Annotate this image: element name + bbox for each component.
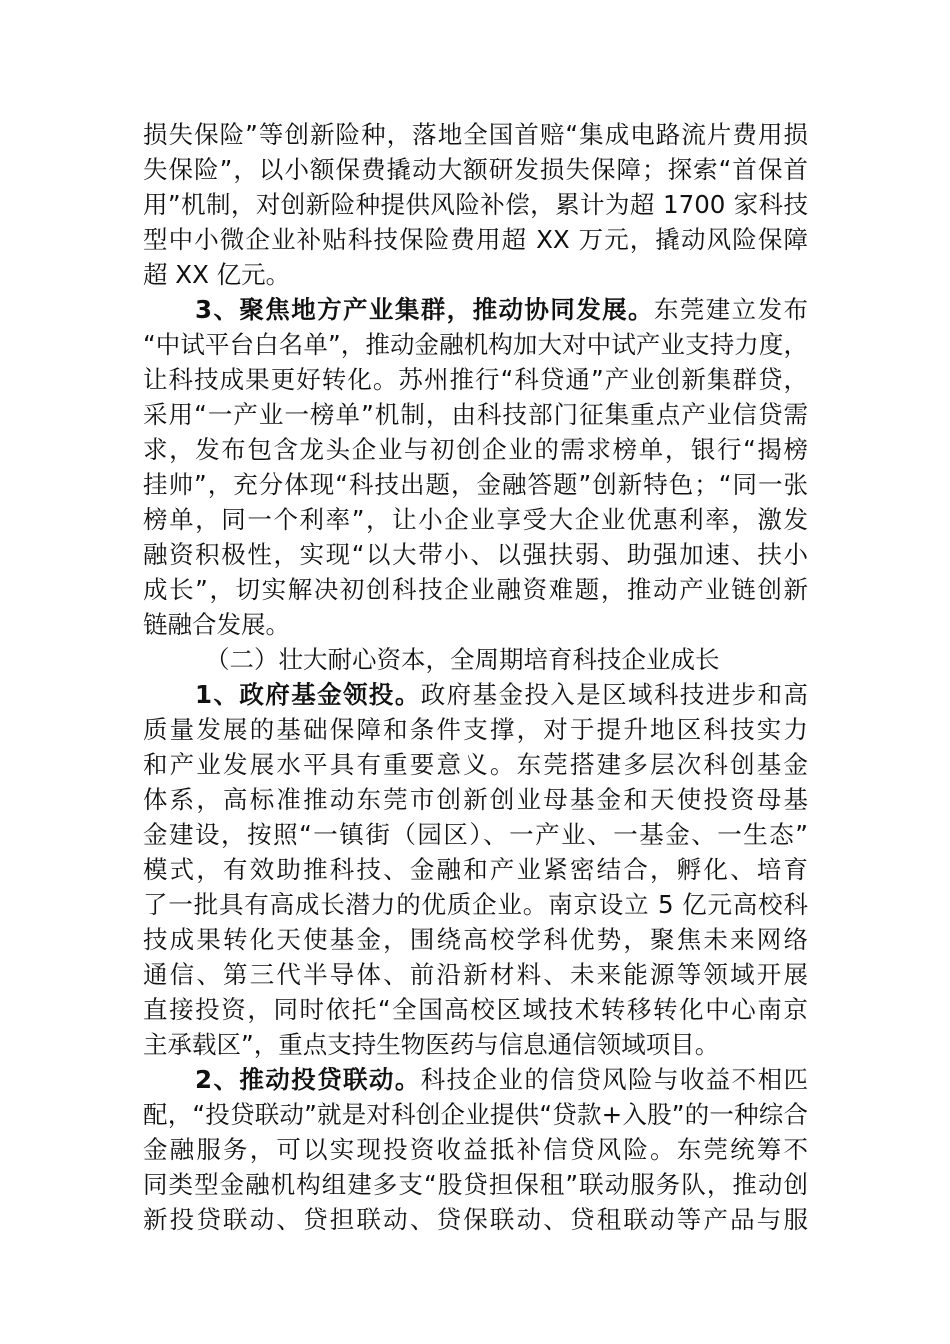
text-line — [143, 1097, 808, 1132]
text-line — [143, 607, 808, 642]
text-line — [143, 537, 808, 572]
line-text: 失保险”，以小额保费撬动大额研发损失保障；探索“首保首 — [143, 155, 808, 184]
text-line — [143, 677, 808, 712]
text-line — [143, 187, 808, 222]
text-line — [143, 852, 808, 887]
line-text: 挂帅”，充分体现“科技出题，金融答题”创新特色；“同一张 — [143, 470, 808, 499]
line-text: 主承载区”，重点支持生物医药与信息通信领域项目。 — [143, 1030, 720, 1059]
text-line — [143, 467, 808, 502]
line-text: 金融服务，可以实现投资收益抵补信贷风险。东莞统筹不 — [143, 1135, 808, 1164]
line-text: 东莞建立发布 — [653, 295, 809, 324]
text-line — [143, 1132, 808, 1167]
line-text: 让科技成果更好转化。苏州推行“科贷通”产业创新集群贷， — [143, 365, 808, 394]
text-line — [143, 782, 808, 817]
text-line — [143, 1062, 808, 1097]
text-line — [143, 432, 808, 467]
text-line — [143, 572, 808, 607]
line-text: 了一批具有高成长潜力的优质企业。南京设立 5 亿元高校科 — [143, 890, 808, 919]
line-text: 体系，高标准推动东莞市创新创业母基金和天使投资母基 — [143, 785, 808, 814]
text-line — [143, 397, 808, 432]
line-text: 成长”，切实解决初创科技企业融资难题，推动产业链创新 — [143, 575, 808, 604]
paragraph-title: 3、聚焦地方产业集群，推动协同发展。 — [195, 295, 654, 324]
line-text: 用”机制，对创新险种提供风险补偿，累计为超 1700 家科技 — [143, 190, 808, 219]
text-line — [143, 957, 808, 992]
line-text: “中试平台白名单”，推动金融机构加大对中试产业支持力度， — [143, 330, 808, 359]
line-text: 同类型金融机构组建多支“股贷担保租”联动服务队，推动创 — [143, 1170, 808, 1199]
paragraph-title: 1、政府基金领投。 — [195, 680, 421, 709]
line-text: 通信、第三代半导体、前沿新材料、未来能源等领域开展 — [143, 960, 808, 989]
line-text: 质量发展的基础保障和条件支撑，对于提升地区科技实力 — [143, 715, 808, 744]
line-text: 和产业发展水平具有重要意义。东莞搭建多层次科创基金 — [143, 750, 808, 779]
line-text: （二）壮大耐心资本，全周期培育科技企业成长 — [205, 645, 720, 674]
text-line — [143, 152, 808, 187]
section-heading — [143, 642, 808, 677]
line-text: 配，“投贷联动”就是对科创企业提供“贷款+入股”的一种综合 — [143, 1100, 808, 1129]
text-line — [143, 817, 808, 852]
text-line — [143, 1167, 808, 1202]
line-text: 损失保险”等创新险种，落地全国首赔“集成电路流片费用损 — [143, 120, 808, 149]
text-line — [143, 117, 808, 152]
text-line — [143, 362, 808, 397]
text-line — [143, 992, 808, 1027]
text-line — [143, 222, 808, 257]
line-text: 融资积极性，实现“以大带小、以强扶弱、助强加速、扶小 — [143, 540, 808, 569]
text-line — [143, 922, 808, 957]
line-text: 新投贷联动、贷担联动、贷保联动、贷租联动等产品与服 — [143, 1205, 808, 1234]
line-text: 采用“一产业一榜单”机制，由科技部门征集重点产业信贷需 — [143, 400, 808, 429]
line-text: 型中小微企业补贴科技保险费用超 XX 万元，撬动风险保障 — [143, 225, 808, 254]
text-line — [143, 887, 808, 922]
text-line — [143, 502, 808, 537]
line-text: 科技企业的信贷风险与收益不相匹 — [420, 1065, 809, 1094]
text-line — [143, 292, 808, 327]
text-line — [143, 257, 808, 292]
paragraph-title: 2、推动投贷联动。 — [195, 1065, 421, 1094]
line-text: 链融合发展。 — [143, 610, 290, 639]
line-text: 政府基金投入是区域科技进步和高 — [420, 680, 809, 709]
line-text: 求，发布包含龙头企业与初创企业的需求榜单，银行“揭榜 — [143, 435, 808, 464]
line-text: 模式，有效助推科技、金融和产业紧密结合，孵化、培育 — [143, 855, 808, 884]
text-line — [143, 1202, 808, 1237]
document-body — [143, 117, 808, 1237]
text-line — [143, 712, 808, 747]
text-line — [143, 327, 808, 362]
line-text: 超 XX 亿元。 — [143, 260, 291, 289]
line-text: 榜单，同一个利率”，让小企业享受大企业优惠利率，激发 — [143, 505, 808, 534]
line-text: 直接投资，同时依托“全国高校区域技术转移转化中心南京 — [143, 995, 808, 1024]
text-line — [143, 1027, 808, 1062]
line-text: 金建设，按照“一镇街（园区）、一产业、一基金、一生态” — [143, 820, 808, 849]
line-text: 技成果转化天使基金，围绕高校学科优势，聚焦未来网络 — [143, 925, 808, 954]
text-line — [143, 747, 808, 782]
